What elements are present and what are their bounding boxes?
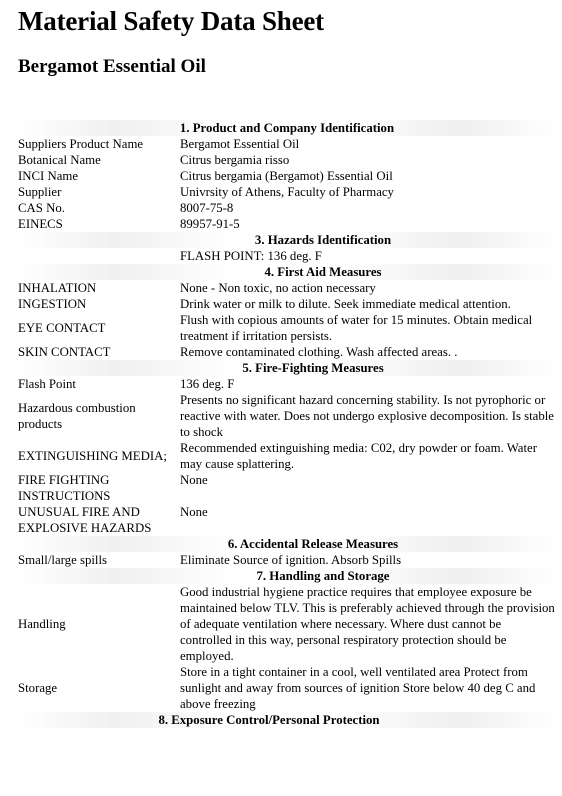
row-label: UNUSUAL FIRE AND EXPLOSIVE HAZARDS: [18, 505, 152, 535]
row-label: Supplier: [18, 185, 62, 199]
row-value: Remove contaminated clothing. Wash affected areas. .: [180, 345, 458, 359]
row-label: Botanical Name: [18, 153, 101, 167]
row-value: 136 deg. F: [180, 377, 235, 391]
row-label: Flash Point: [18, 377, 76, 391]
table-row: [18, 392, 556, 440]
row-value: Citrus bergamia (Bergamot) Essential Oil: [180, 169, 393, 183]
row-label: Suppliers Product Name: [18, 137, 144, 151]
table-row: [18, 584, 556, 664]
table-row: [18, 472, 556, 504]
table-row: [18, 552, 556, 568]
table-row: [18, 200, 556, 216]
table-row: [18, 168, 556, 184]
table-row: [18, 312, 556, 344]
table-row: [18, 440, 556, 472]
row-label: Hazardous combustion products: [18, 401, 136, 431]
row-value: Univrsity of Athens, Faculty of Pharmacy: [180, 185, 394, 199]
row-value: Recommended extinguishing media: C02, dry powder or foam. Water may cause splattering.: [180, 441, 537, 471]
section-heading: 1. Product and Company Identification: [18, 120, 556, 136]
document-title: Material Safety Data Sheet: [18, 6, 324, 36]
table-row: [18, 296, 556, 312]
row-label: Handling: [18, 617, 66, 631]
row-value: Store in a tight container in a cool, well ventilated area Protect from sunlight and away from sources of ignition Store below 40 deg C and above freezing: [180, 665, 536, 711]
row-value: Presents no significant hazard concerning stability. Is not pyrophoric or reactive with water. Does not undergo explosive decomposition. Is stable to shock: [180, 393, 554, 439]
row-value: Flush with copious amounts of water for 15 minutes. Obtain medical treatment if irritation persists.: [180, 313, 533, 343]
table-row: [18, 504, 556, 536]
row-label: SKIN CONTACT: [18, 345, 111, 359]
row-label: INGESTION: [18, 297, 87, 311]
table-row: [18, 344, 556, 360]
table-row: [18, 152, 556, 168]
section-heading: 5. Fire-Fighting Measures: [18, 360, 556, 376]
row-value: FLASH POINT: 136 deg. F: [180, 249, 322, 263]
row-value: None: [180, 473, 208, 487]
row-value: 89957-91-5: [180, 217, 240, 231]
row-label: FIRE FIGHTING INSTRUCTIONS: [18, 473, 111, 503]
table-row: [18, 184, 556, 200]
row-label: EYE CONTACT: [18, 321, 106, 335]
table-row: [18, 664, 556, 712]
row-value: Bergamot Essential Oil: [180, 137, 300, 151]
row-label: EXTINGUISHING MEDIA;: [18, 449, 167, 463]
table-row: [18, 248, 556, 264]
row-value: None - Non toxic, no action necessary: [180, 281, 376, 295]
section-heading: 4. First Aid Measures: [18, 264, 556, 280]
section-heading: 8. Exposure Control/Personal Protection: [18, 712, 556, 728]
row-label: CAS No.: [18, 201, 65, 215]
row-label: Storage: [18, 681, 58, 695]
product-name-heading: Bergamot Essential Oil: [18, 56, 206, 77]
row-label: INHALATION: [18, 281, 97, 295]
section-heading: 6. Accidental Release Measures: [18, 536, 556, 552]
table-row: [18, 280, 556, 296]
row-value: 8007-75-8: [180, 201, 234, 215]
table-row: [18, 136, 556, 152]
row-value: Drink water or milk to dilute. Seek immediate medical attention.: [180, 297, 511, 311]
row-value: Good industrial hygiene practice requires that employee exposure be maintained below TLV. This is preferably achieved through the provision of adequate ventilation where necessary. Where dust cannot be controlled in this way, personal respiratory protection should be employed.: [180, 585, 555, 663]
section-heading: 7. Handling and Storage: [18, 568, 556, 584]
section-heading: 3. Hazards Identification: [18, 232, 556, 248]
row-value: None: [180, 505, 208, 519]
row-label: [18, 248, 180, 264]
table-row: [18, 216, 556, 232]
row-value: Eliminate Source of ignition. Absorb Spills: [180, 553, 402, 567]
row-label: EINECS: [18, 217, 63, 231]
row-label: INCI Name: [18, 169, 79, 183]
table-row: [18, 376, 556, 392]
msds-table: [18, 120, 556, 728]
row-label: Small/large spills: [18, 553, 107, 567]
row-value: Citrus bergamia risso: [180, 153, 290, 167]
